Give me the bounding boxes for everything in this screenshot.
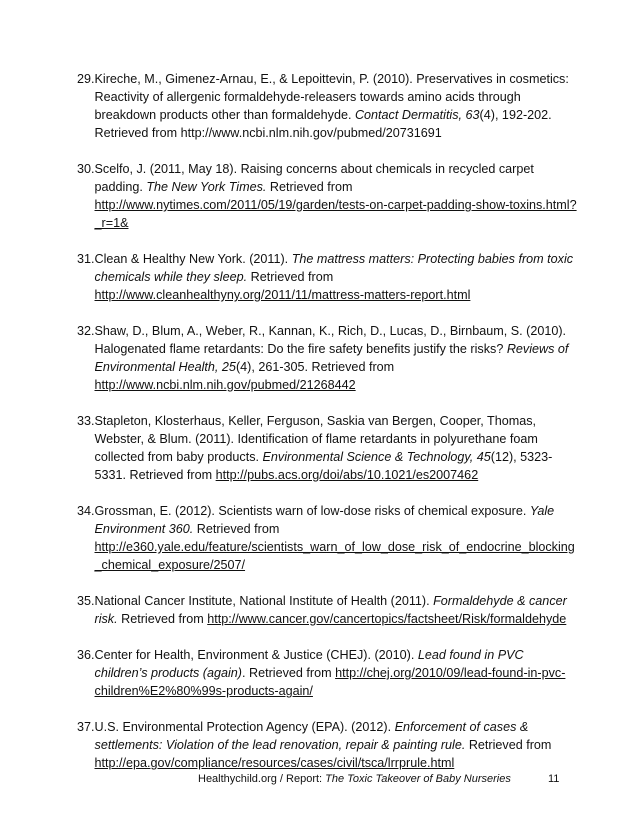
reference-item xyxy=(77,412,577,484)
reference-text xyxy=(95,70,577,142)
reference-italic-title: Formaldehyde & cancer risk. xyxy=(94,594,567,626)
reference-number: 36. xyxy=(77,648,95,662)
reference-italic-title: Environmental Science & Technology, 45 xyxy=(262,450,491,464)
reference-text-segment: . Retrieved from xyxy=(242,666,336,680)
reference-link[interactable]: http://www.cleanhealthyny.org/2011/11/mattress-matters-report.html xyxy=(94,288,471,302)
reference-number: 34. xyxy=(77,504,95,518)
reference-link[interactable]: http://www.nytimes.com/2011/05/19/garden/tests-on-carpet-padding-show-toxins.html?_r=1& xyxy=(94,198,577,230)
reference-text-segment: Retrieved from xyxy=(266,180,353,194)
reference-link[interactable]: http://www.cancer.gov/cancertopics/factsheet/Risk/formaldehyde xyxy=(207,612,567,626)
reference-item xyxy=(77,322,577,394)
reference-text-segment: Grossman, E. (2012). Scientists warn of low-dose risks of chemical exposure. xyxy=(94,504,530,518)
reference-item xyxy=(77,250,577,304)
reference-text-segment: Kireche, M., Gimenez-Arnau, E., & Lepoittevin, P. (2010). Preservatives in cosmetics: Reactivity of allergenic formaldehyde-releasers towards amino acids through breakdown products other than formaldehyde. xyxy=(94,72,569,122)
reference-text-segment: Retrieved from xyxy=(117,612,208,626)
reference-text xyxy=(95,322,577,394)
reference-text-segment: Retrieved from xyxy=(247,270,334,284)
reference-text xyxy=(95,592,577,628)
reference-italic-title: Contact Dermatitis, 63 xyxy=(354,108,480,122)
reference-link[interactable]: http://chej.org/2010/09/lead-found-in-pvc-children%E2%80%99s-products-again/ xyxy=(94,666,566,698)
reference-item xyxy=(77,718,577,772)
reference-number: 33. xyxy=(77,414,95,428)
reference-text xyxy=(95,250,577,304)
reference-list xyxy=(77,70,577,790)
reference-item xyxy=(77,646,577,700)
footer-text xyxy=(198,772,511,786)
reference-text-segment: (4), 261-305. Retrieved from xyxy=(235,360,395,374)
reference-text xyxy=(95,160,577,232)
reference-number: 30. xyxy=(77,162,95,176)
reference-link[interactable]: http://www.ncbi.nlm.nih.gov/pubmed/21268442 xyxy=(94,378,356,392)
reference-item xyxy=(77,502,577,574)
reference-text-segment: Center for Health, Environment & Justice (CHEJ). (2010). xyxy=(94,648,418,662)
reference-number: 29. xyxy=(77,72,95,86)
reference-item xyxy=(77,592,577,628)
reference-text-segment: Retrieved from xyxy=(465,738,552,752)
reference-text-segment: Stapleton, Klosterhaus, Keller, Ferguson, Saskia van Bergen, Cooper, Thomas, Webster, & Blum. (2011). Identification of flame retardants in polyurethane foam collected from baby products. xyxy=(94,414,538,464)
reference-text-segment: (4), 192-202. Retrieved from http://www.ncbi.nlm.nih.gov/pubmed/20731691 xyxy=(94,108,552,140)
footer-report-title: The Toxic Takeover of Baby Nurseries xyxy=(325,773,511,785)
reference-text-segment: Shaw, D., Blum, A., Weber, R., Kannan, K., Rich, D., Lucas, D., Birnbaum, S. (2010). Halogenated flame retardants: Do the fire safety benefits justify the risks? xyxy=(94,324,567,356)
reference-item xyxy=(77,160,577,232)
reference-italic-title: The mattress matters: Protecting babies from toxic chemicals while they sleep. xyxy=(94,252,574,284)
reference-italic-title: Lead found in PVC children’s products (again) xyxy=(94,648,524,680)
reference-text-segment: Scelfo, J. (2011, May 18). Raising concerns about chemicals in recycled carpet padding. xyxy=(94,162,534,194)
reference-number: 31. xyxy=(77,252,95,266)
reference-text xyxy=(95,412,577,484)
reference-italic-title: Yale Environment 360. xyxy=(94,504,555,536)
reference-italic-title: Enforcement of cases & settlements: Violation of the lead renovation, repair & painting rule. xyxy=(94,720,529,752)
reference-link[interactable]: http://epa.gov/compliance/resources/cases/civil/tsca/lrrprule.html xyxy=(94,756,455,770)
reference-number: 35. xyxy=(77,594,95,608)
reference-text xyxy=(95,646,577,700)
reference-link[interactable]: http://e360.yale.edu/feature/scientists_warn_of_low_dose_risk_of_endocrine_blocking_chemical_exposure/2507/ xyxy=(94,540,575,572)
footer-text-prefix: Healthychild.org / Report: xyxy=(198,773,326,785)
reference-italic-title: Reviews of Environmental Health, 25 xyxy=(94,342,569,374)
reference-text-segment: National Cancer Institute, National Institute of Health (2011). xyxy=(94,594,434,608)
reference-italic-title: The New York Times. xyxy=(146,180,267,194)
reference-number: 37. xyxy=(77,720,95,734)
reference-text-segment: Clean & Healthy New York. (2011). xyxy=(94,252,292,266)
reference-number: 32. xyxy=(77,324,95,338)
reference-text-segment: (12), 5323-5331. Retrieved from xyxy=(94,450,553,482)
reference-item xyxy=(77,70,577,142)
reference-text xyxy=(95,502,577,574)
reference-text xyxy=(95,718,577,772)
reference-text-segment: Retrieved from xyxy=(193,522,280,536)
page-number: 11 xyxy=(548,773,560,785)
reference-link[interactable]: http://pubs.acs.org/doi/abs/10.1021/es2007462 xyxy=(215,468,479,482)
reference-text-segment: U.S. Environmental Protection Agency (EPA). (2012). xyxy=(94,720,395,734)
